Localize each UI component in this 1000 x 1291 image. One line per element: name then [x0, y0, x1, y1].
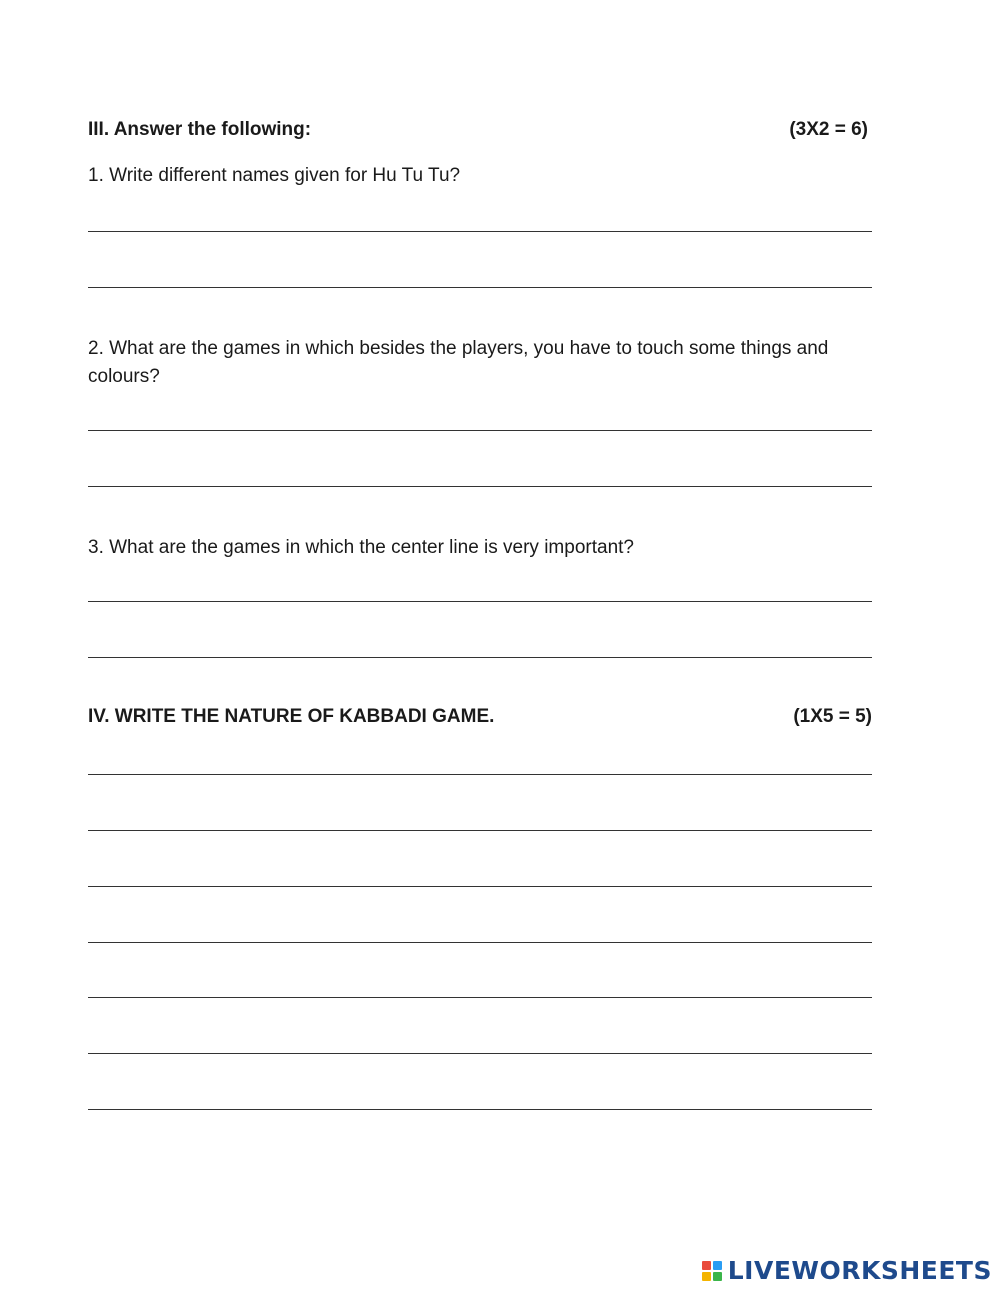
question-3: 3. What are the games in which the center line is very important? [88, 537, 634, 558]
logo-block [702, 1261, 711, 1270]
answer-line-q1-1[interactable] [88, 231, 872, 232]
section-4-header [88, 706, 872, 728]
answer-line-s4-2[interactable] [88, 830, 872, 831]
answer-line-s4-1[interactable] [88, 774, 872, 775]
liveworksheets-logo [702, 1256, 992, 1285]
logo-text: LIVEWORKSHEETS [727, 1256, 992, 1285]
section-3-header [88, 119, 872, 141]
answer-line-s4-5[interactable] [88, 997, 872, 998]
section-3-marks: (3X2 = 6) [789, 119, 868, 140]
answer-line-q1-2[interactable] [88, 287, 872, 288]
answer-line-q3-2[interactable] [88, 657, 872, 658]
answer-line-s4-6[interactable] [88, 1053, 872, 1054]
answer-line-s4-4[interactable] [88, 942, 872, 943]
section-3-title: III. Answer the following: [88, 119, 312, 140]
logo-block [713, 1261, 722, 1270]
question-2: 2. What are the games in which besides the players, you have to touch some things and colours? [88, 338, 829, 387]
answer-line-s4-3[interactable] [88, 886, 872, 887]
answer-line-q2-2[interactable] [88, 486, 872, 487]
answer-line-s4-7[interactable] [88, 1109, 872, 1110]
answer-line-q2-1[interactable] [88, 430, 872, 431]
question-1: 1. Write different names given for Hu Tu Tu? [88, 165, 461, 186]
section-4-title: IV. WRITE THE NATURE OF KABBADI GAME. [88, 706, 495, 727]
logo-block [702, 1272, 711, 1281]
logo-blocks-icon [702, 1261, 722, 1281]
answer-line-q3-1[interactable] [88, 601, 872, 602]
logo-block [713, 1272, 722, 1281]
section-4-marks: (1X5 = 5) [793, 706, 872, 727]
